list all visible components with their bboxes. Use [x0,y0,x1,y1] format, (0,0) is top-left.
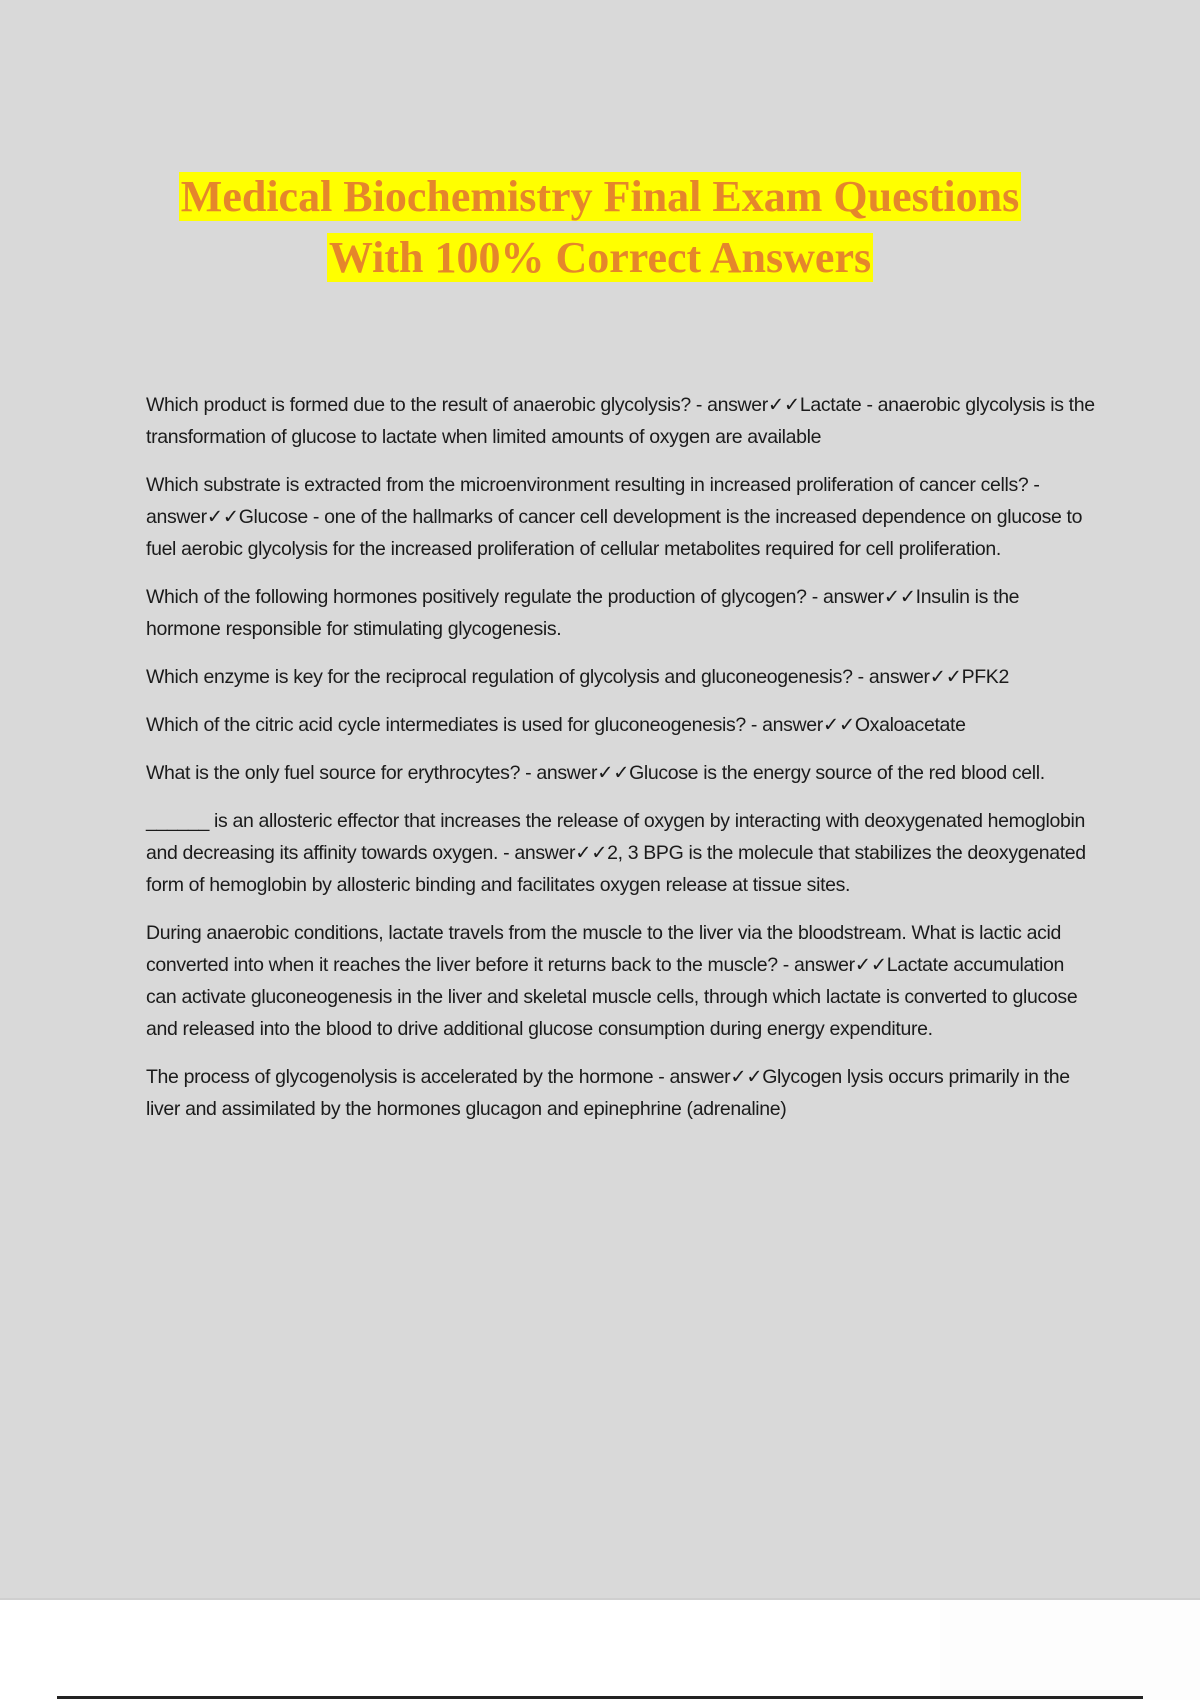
qa-item: Which product is formed due to the result of anaerobic glycolysis? - answer✓✓Lactate - anaerobic glycolysis is the transformation of glucose to lactate when limited amounts of oxygen are available [146,394,1095,448]
qa-item: ______ is an allosteric effector that increases the release of oxygen by interacting with deoxygenated hemoglobin and decreasing its affinity towards oxygen. - answer✓✓2, 3 BPG is the molecule that stabilizes the deoxygenated form of hemoglobin by allosteric binding and facilitates oxygen release at tissue sites. [146,810,1086,896]
footer-divider [57,1696,1143,1699]
qa-list [146,389,1096,1141]
title-line-2: With 100% Correct Answers [328,233,872,282]
qa-item: During anaerobic conditions, lactate travels from the muscle to the liver via the bloodstream. What is lactic acid converted into when it reaches the liver before it returns back to the muscle? - answer✓✓Lactate accumulation can activate gluconeogenesis in the liver and skeletal muscle cells, through which lactate is converted to glucose and released into the blood to drive additional glucose consumption during energy expenditure. [146,922,1078,1040]
document-title [0,166,1200,288]
qa-item: The process of glycogenolysis is accelerated by the hormone - answer✓✓Glycogen lysis occurs primarily in the liver and assimilated by the hormones glucagon and epinephrine (adrenaline) [146,1066,1070,1120]
qa-item: Which of the following hormones positively regulate the production of glycogen? - answer✓✓Insulin is the hormone responsible for stimulating glycogenesis. [146,586,1020,640]
qa-item: Which of the citric acid cycle intermediates is used for gluconeogenesis? - answer✓✓Oxaloacetate [146,714,966,736]
title-line-1: Medical Biochemistry Final Exam Questions [180,172,1020,221]
footer-area [940,1600,1200,1700]
qa-item: Which enzyme is key for the reciprocal regulation of glycolysis and gluconeogenesis? - answer✓✓PFK2 [146,666,1009,688]
qa-item: Which substrate is extracted from the microenvironment resulting in increased proliferation of cancer cells? - answer✓✓Glucose - one of the hallmarks of cancer cell development is the increased dependence on glucose to fuel aerobic glycolysis for the increased proliferation of cellular metabolites required for cell proliferation. [146,474,1083,560]
qa-item: What is the only fuel source for erythrocytes? - answer✓✓Glucose is the energy source of the red blood cell. [146,762,1045,784]
